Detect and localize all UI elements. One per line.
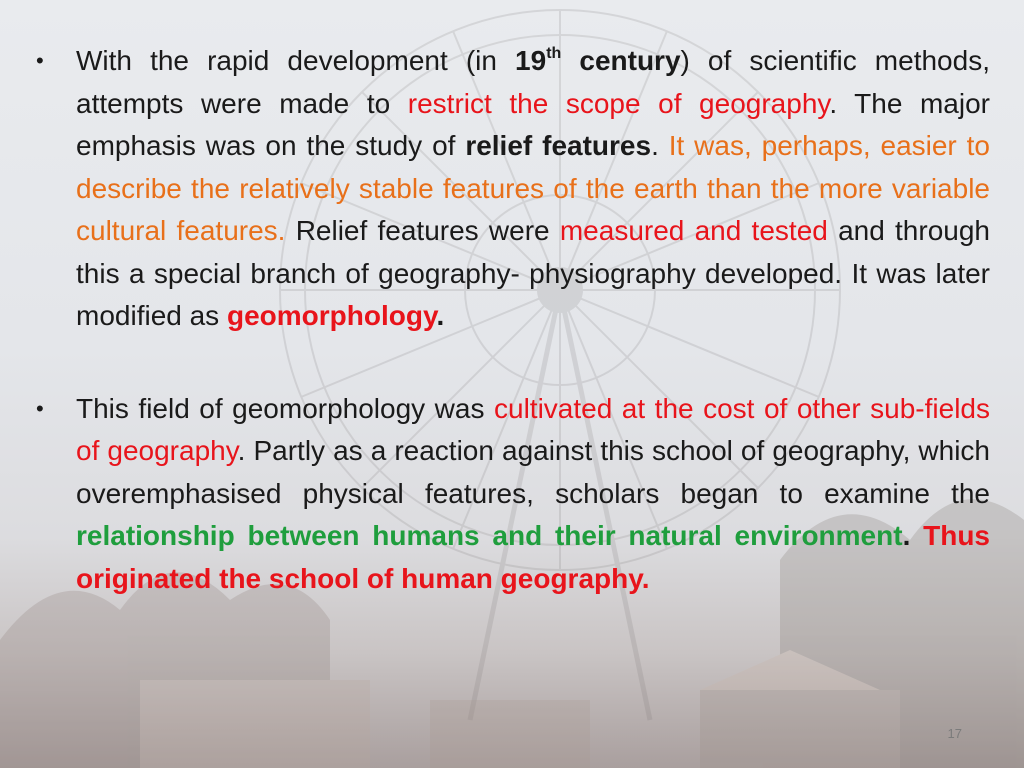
text-segment: 19 xyxy=(515,45,547,76)
text-segment: relief features xyxy=(465,130,652,161)
bullet-text-2 xyxy=(76,393,990,594)
text-segment: It was, perhaps, easier to describe the relatively stable features of the earth than the more variable cultural features. xyxy=(76,130,990,246)
text-segment: This field of geomorphology was xyxy=(76,392,494,424)
text-segment: geomorphology xyxy=(226,300,437,331)
text-segment: and through this a special branch of geography- physiography developed. It was later modified as xyxy=(76,215,990,331)
bullet-marker: • xyxy=(36,395,44,421)
text-segment: cultivated at the cost of other sub-fields of geography xyxy=(76,392,990,466)
text-segment: . xyxy=(436,300,445,331)
text-segment: Relief features were xyxy=(285,215,560,246)
text-segment: relationship between humans and their natural environment xyxy=(76,520,903,551)
text-segment: ) of scientific methods, attempts were made to xyxy=(76,45,990,119)
text-segment: . xyxy=(902,520,924,551)
text-segment: th xyxy=(546,44,562,62)
slide-body xyxy=(36,40,990,600)
text-segment: . The major emphasis was on the study of xyxy=(76,87,990,161)
bullet-item-2 xyxy=(36,388,990,601)
text-segment: measured and tested xyxy=(559,215,828,246)
bullet-item-1 xyxy=(36,40,990,338)
text-segment: restrict the scope of geography xyxy=(407,87,830,119)
bullet-text-1 xyxy=(76,45,990,331)
bullet-marker: • xyxy=(36,48,44,73)
text-segment: With the rapid development (in xyxy=(76,45,516,76)
text-segment: century xyxy=(561,45,681,76)
text-segment: . Partly as a reaction against this school of geography, which overemphasised physical features, scholars began to examine the xyxy=(76,435,990,509)
text-segment: . xyxy=(651,130,669,161)
text-segment: Thus originated the school of human geography. xyxy=(76,520,991,594)
slide-number: 17 xyxy=(947,726,962,741)
